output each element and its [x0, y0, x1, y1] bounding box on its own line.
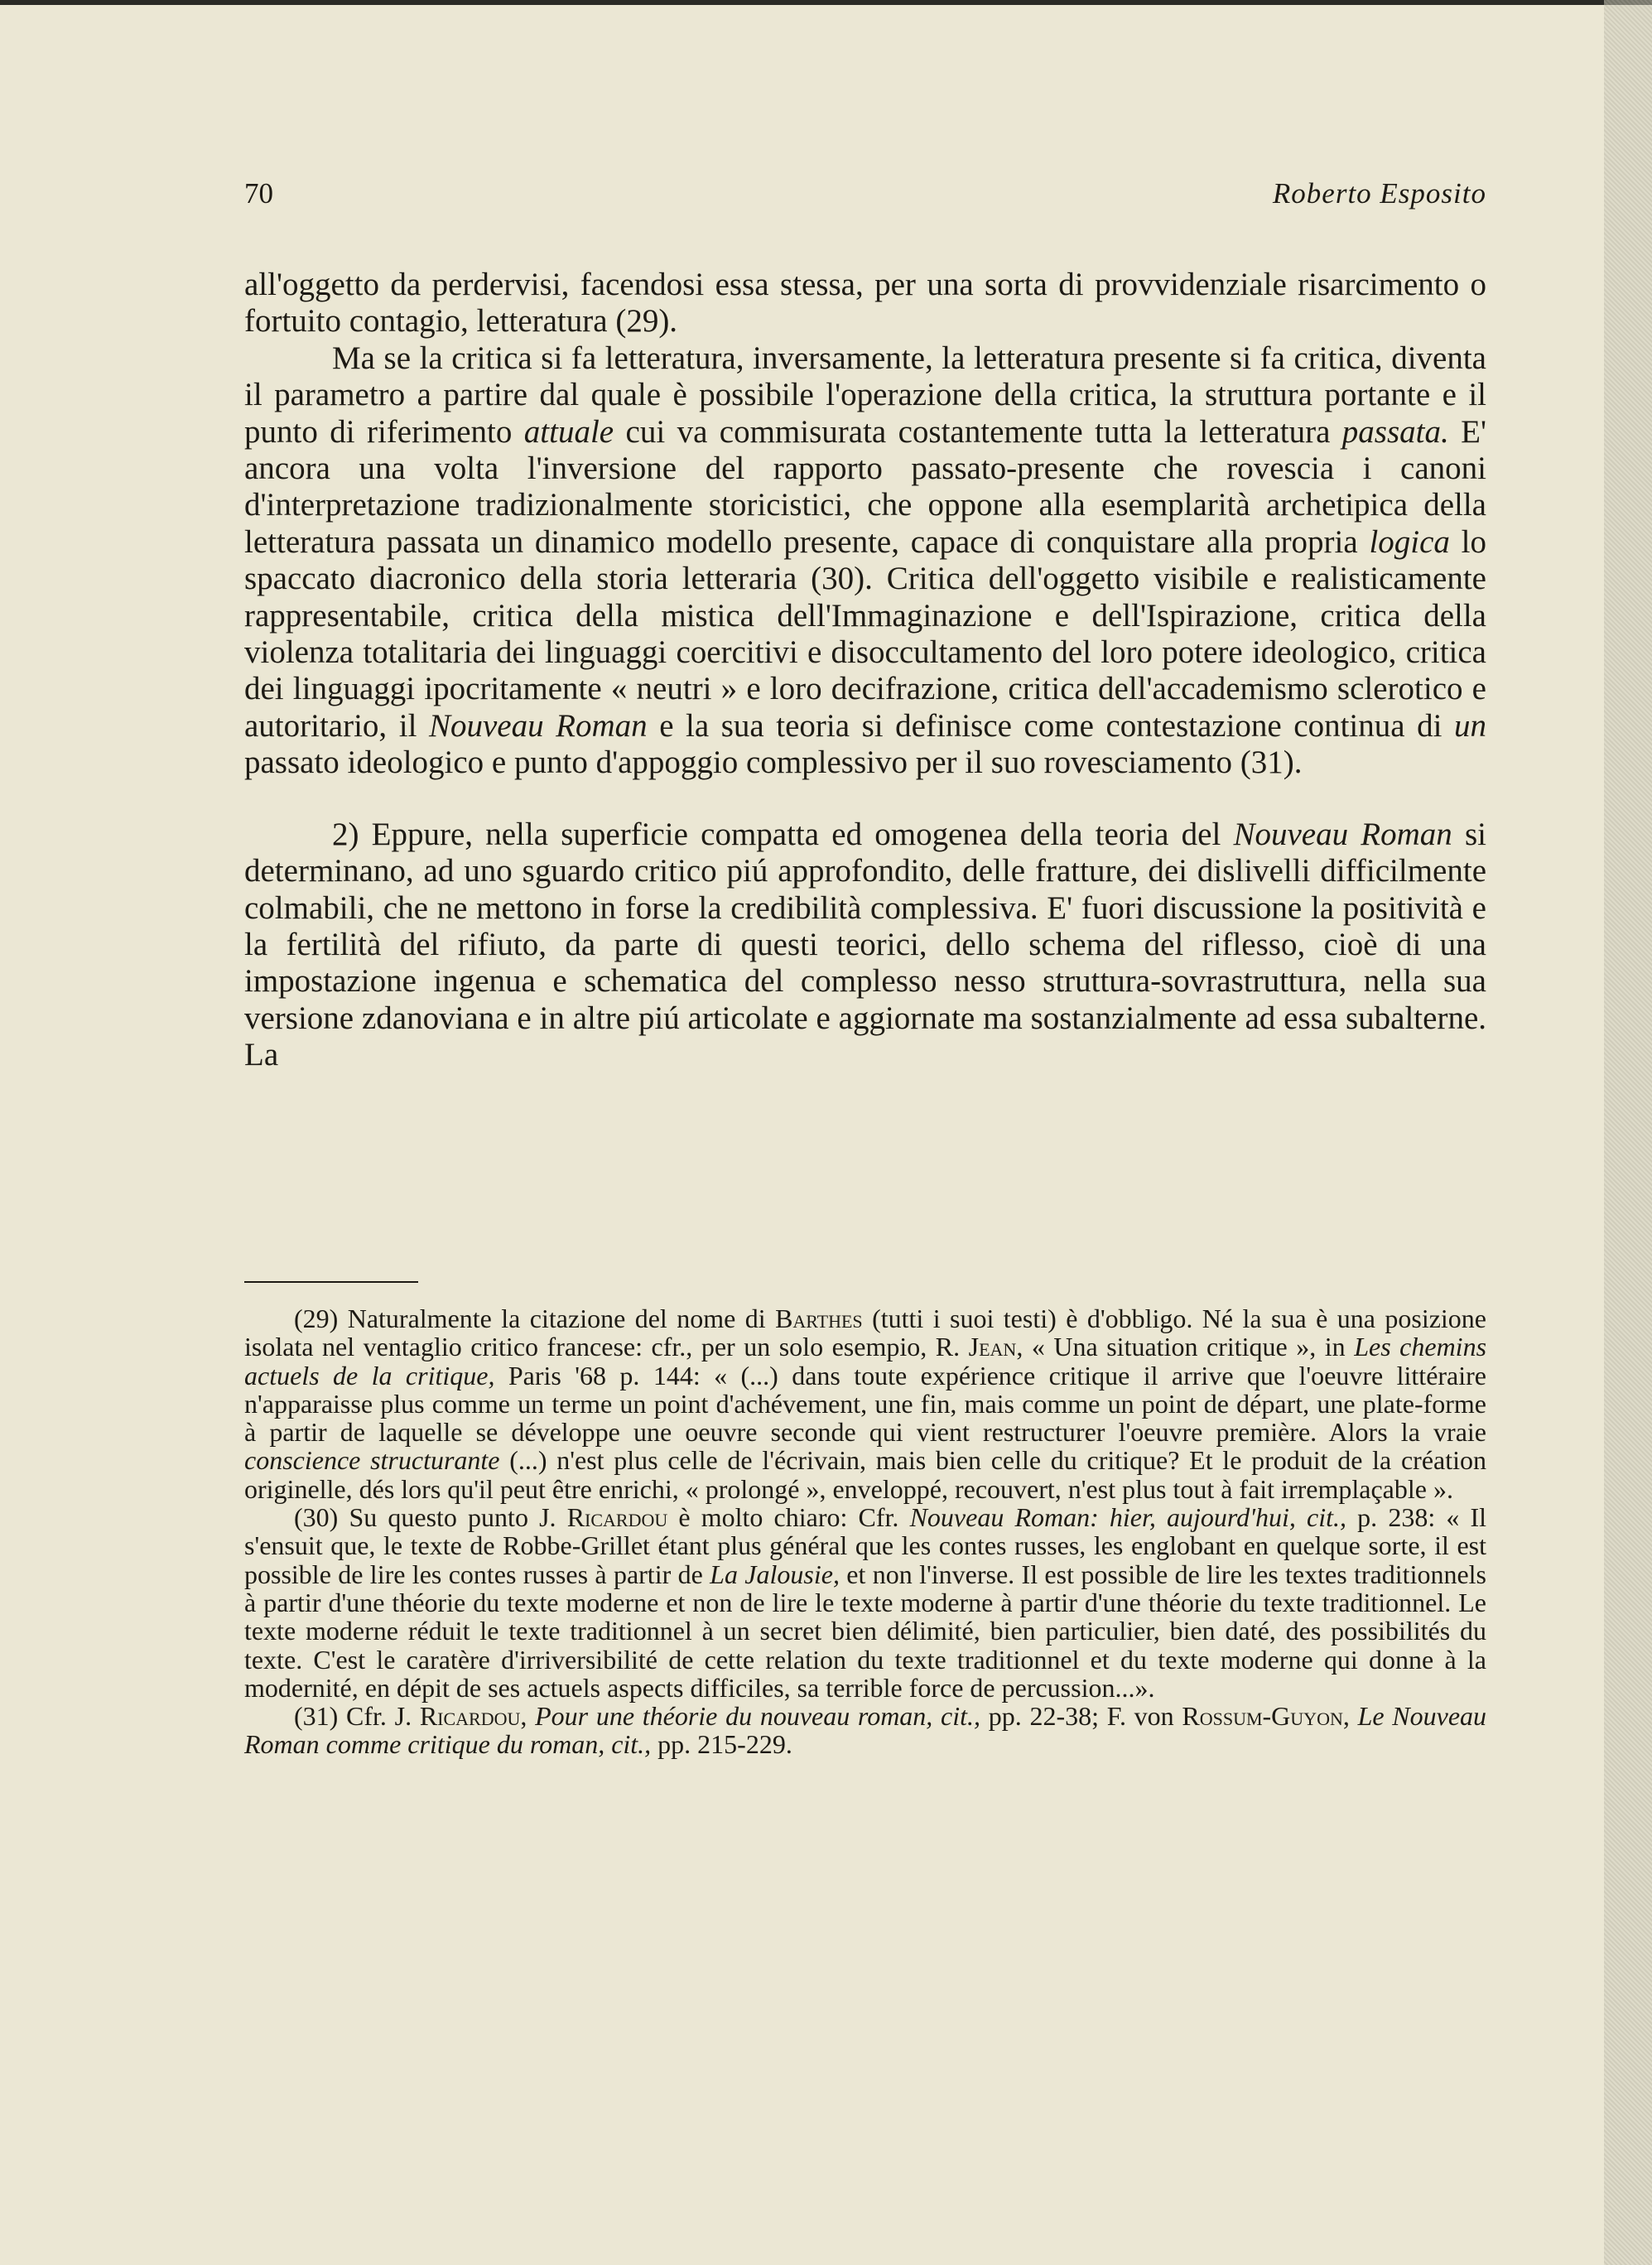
text-run: (29) Naturalmente la citazione del nome di — [294, 1304, 776, 1333]
footnote-29 — [244, 1304, 1486, 1503]
text-run: et non l'inverse. Il est possible de lire les textes traditionnels à partir d'une théorie du texte moderne et non de lire le texte moderne à partir d'une théorie du texte traditionnel. Le texte moderne réduit le texte traditionnel à un secret bien délimité, bien particulier, bien daté, des possibilités du texte. C'est le caratère d'irriversibilité de cette relation du texte traditionnel et du texte moderne qui donne à la modernité, en dépit de ses actuels aspects difficiles, sa terrible force de percussion...». — [244, 1559, 1487, 1703]
text-run: Paris '68 p. 144: « (...) dans toute expérience critique il arrive que l'oeuvre littéraire n'apparaisse plus comme un terme un point d'achévement, une fin, mais comme un point de départ, une plate-forme à partir de laquelle se développe une oeuvre seconde qui vient restructurer l'oeuvre première. Alors la vraie — [244, 1360, 1487, 1448]
text-run: 2) Eppure, nella superficie compatta ed omogenea della teoria del — [332, 816, 1234, 852]
text-run: , « Una situation critique », in — [1016, 1332, 1355, 1362]
text-run: pp. 22-38; F. von — [980, 1701, 1182, 1732]
running-head-author: Roberto Esposito — [1272, 177, 1486, 210]
italic-run: Nouveau Roman — [1233, 816, 1452, 852]
italic-run: Le Nouveau Roman comme critique du roman, cit., — [244, 1701, 1487, 1760]
page-number: 70 — [244, 177, 273, 210]
text-run: e la sua teoria si definisce come contestazione continua di — [647, 707, 1454, 744]
text-run: (tutti i suoi testi) è d'obbligo. Né la sua è una posizione isolata nel ventaglio critico francese: cfr., per un solo esempio, R. — [244, 1304, 1487, 1362]
text-run: (30) Su questo punto J. — [294, 1502, 567, 1533]
small-caps-name: Ricardou — [566, 1502, 668, 1533]
italic-run: Nouveau Roman — [428, 707, 648, 744]
scan-top-edge — [0, 0, 1652, 5]
text-run: è molto chiaro: Cfr. — [667, 1502, 910, 1533]
text-run: passato ideologico e punto d'appoggio complessivo per il suo rovesciamento (31). — [244, 745, 1303, 781]
text-run: (31) Cfr. J. — [294, 1701, 420, 1732]
footnotes — [244, 1281, 1486, 1759]
italic-run: passata. — [1341, 413, 1449, 450]
paragraph-section-2 — [244, 817, 1486, 1074]
italic-run: Les chemins actuels de la critique, — [244, 1332, 1487, 1390]
italic-run: conscience structurante — [244, 1445, 500, 1476]
text-run: E' ancora una volta l'inversione del rapporto passato-presente che rovescia i canoni d'interpretazione tradizionalmente storicistici, che oppone alla esemplarità archetipica della letteratura passata un dinamico modello presente, capace di conquistare alla propria — [244, 413, 1486, 560]
text-run: p. 238: « Il s'ensuit que, le texte de Robbe-Grillet étant plus général que les contes russes, les englobant en quelque sorte, il est possible de lire les contes russes à partir de — [244, 1502, 1487, 1589]
small-caps-name: Ricardou — [419, 1701, 521, 1732]
paragraph-continuation — [244, 267, 1486, 340]
small-caps-name: Barthes — [775, 1304, 863, 1333]
text-run: pp. 215-229. — [651, 1729, 792, 1760]
italic-run: un — [1454, 707, 1486, 744]
text-run: all'oggetto da perdervisi, facendosi essa stessa, per una sorta di provvidenziale risarcimento o fortuito contagio, letteratura (29). — [244, 267, 1486, 340]
italic-run: logica — [1369, 523, 1450, 560]
italic-run: La Jalousie, — [710, 1559, 840, 1589]
footnote-rule — [244, 1281, 418, 1283]
scan-right-edge — [1604, 0, 1652, 2265]
italic-run: attuale — [523, 413, 614, 450]
text-run: cui va commisurata costantemente tutta la letteratura — [614, 413, 1342, 450]
text-run: lo spaccato diacronico della storia letteraria (30). Critica dell'oggetto visibile e realisticamente rappresentabile, critica della mistica dell'Immaginazione e dell'Ispirazione, critica della violenza totalitaria dei linguaggi coercitivi e disoccultamento del loro potere ideologico, critica dei linguaggi ipocritamente « neutri » e loro decifrazione, critica dell'accademismo sclerotico e autoritario, il — [244, 523, 1486, 744]
italic-run: Pour une théorie du nouveau roman, cit., — [535, 1701, 981, 1732]
small-caps-name: Jean — [968, 1332, 1017, 1362]
paragraph-critica-letteratura — [244, 340, 1486, 782]
footnote-31 — [244, 1702, 1486, 1759]
footnote-30 — [244, 1503, 1486, 1702]
text-run: Ma se la critica si fa letteratura, inversamente, la letteratura presente si fa critica, diventa il parametro a partire dal quale è possibile l'operazione della critica, la struttura portante e il punto di riferimento — [244, 340, 1486, 450]
text-run: si determinano, ad uno sguardo critico piú approfondito, delle fratture, dei dislivelli difficilmente colmabili, che ne mettono in forse la credibilità complessiva. E' fuori discussione la positività e la fertilità del rifiuto, da parte di questi teorici, dello schema del riflesso, cioè di una impostazione ingenua e schematica del complesso nesso struttura-sovrastruttura, nella sua versione zdanoviana e in altre piú articolate e aggiornate ma sostanzialmente ad essa subalterne. La — [244, 816, 1486, 1073]
italic-run: Nouveau Roman: hier, aujourd'hui, cit., — [909, 1502, 1347, 1533]
small-caps-name: Rossum-Guyon — [1182, 1701, 1343, 1732]
text-run: , — [520, 1701, 536, 1732]
text-run: (...) n'est plus celle de l'écrivain, mais bien celle du critique? Et le produit de la création originelle, dés lors qu'il peut être enrichi, « prolongé », enveloppé, recouvert, n'est plus tout à fait irremplaçable ». — [244, 1445, 1487, 1504]
main-body-text — [244, 267, 1486, 1074]
text-run: , — [1342, 1701, 1358, 1732]
